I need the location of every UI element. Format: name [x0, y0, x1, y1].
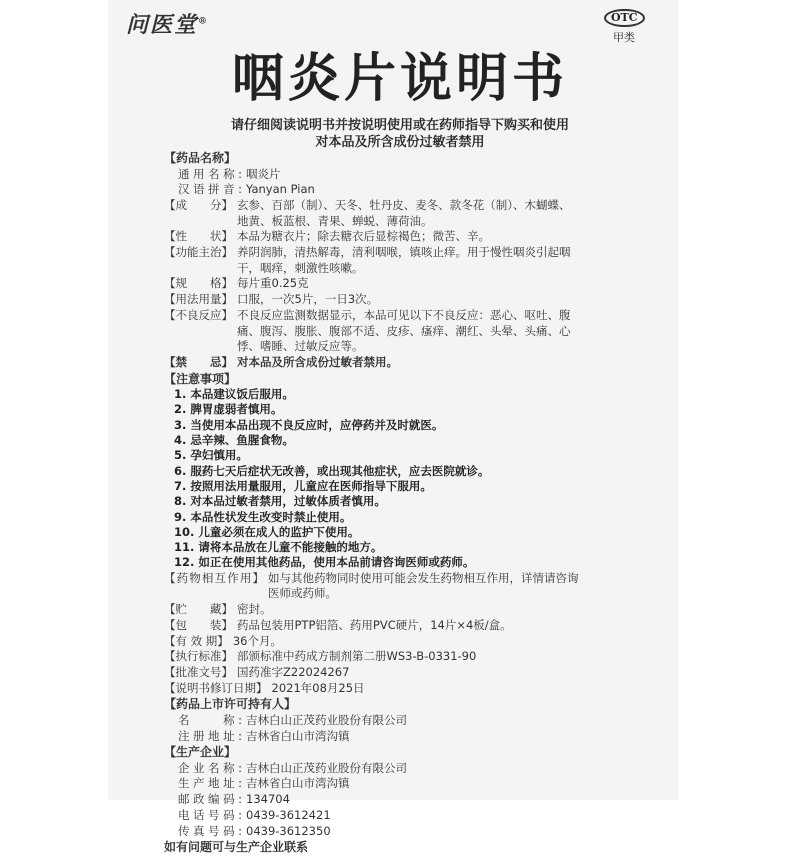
- indications-line: 养阴润肺，清热解毒，清利咽喉，镇咳止痒。用于慢性咽炎引起咽: [237, 245, 571, 260]
- section-mah: 【药品上市许可持有人】: [164, 697, 297, 712]
- document-title: 咽炎片说明书: [231, 48, 568, 109]
- precaution-item: 6. 服药七天后症状无改善，或出现其他症状，应去医院就诊。: [174, 463, 490, 478]
- pinyin-label: 汉语拼音:: [178, 182, 242, 197]
- mfr-tel-row: [164, 808, 664, 824]
- precaution-item: 7. 按照用法用量服用，儿童应在医师指导下服用。: [174, 478, 432, 493]
- precaution-item: 2. 脾胃虚弱者慎用。: [174, 402, 283, 417]
- interactions-value: [268, 571, 664, 602]
- ingredients-label: 【成 分】: [164, 197, 233, 212]
- mfr-tel-value: 0439-3612421: [246, 807, 331, 822]
- otc-badge: [604, 6, 644, 44]
- otc-label: OTC: [604, 9, 645, 27]
- mah-name-label: 名 称:: [178, 712, 242, 727]
- precaution-item: 9. 本品性状发生改变时禁止使用。: [174, 509, 352, 524]
- specification-row: [164, 276, 664, 292]
- contraindications-value: 对本品及所含成份过敏者禁用。: [237, 354, 398, 369]
- dosage-value: 口服，一次5片，一日3次。: [237, 292, 379, 307]
- mfr-tel-label: 电话号码:: [178, 807, 242, 822]
- storage-value: 密封。: [237, 602, 272, 617]
- mfr-fax-value: 0439-3612350: [246, 823, 331, 838]
- validity-label: 【有 效 期】: [164, 633, 229, 648]
- package-row: [164, 618, 664, 634]
- properties-label: 【性 状】: [164, 229, 233, 244]
- mfr-fax-row: [164, 824, 664, 840]
- contraindications-label: 【禁 忌】: [164, 354, 233, 369]
- adverse-line: 不良反应监测数据显示，本品可见以下不良反应：恶心、呕吐、腹: [237, 307, 571, 322]
- adverse-line: 悸、嗜睡、过敏反应等。: [237, 339, 364, 354]
- revision-value: 2021年08月25日: [271, 680, 365, 695]
- contraindications-row: [164, 355, 664, 371]
- section-precautions: 【注意事项】: [164, 371, 237, 386]
- mah-address-row: [164, 729, 664, 745]
- precaution-item: 4. 忌辛辣、鱼腥食物。: [174, 433, 294, 448]
- leaflet-body: [164, 150, 664, 856]
- indications-line: 干，咽痒，刺激性咳嗽。: [237, 260, 364, 275]
- approval-row: [164, 665, 664, 681]
- precaution-item: 10. 儿童必须在成人的监护下使用。: [174, 524, 360, 539]
- precaution-item: 11. 请将本品放在儿童不能接触的地方。: [174, 540, 383, 555]
- adverse-row: [164, 308, 664, 355]
- dosage-row: [164, 292, 664, 308]
- pinyin-row: [164, 182, 664, 198]
- indications-label: 【功能主治】: [164, 245, 233, 260]
- adverse-label: 【不良反应】: [164, 307, 233, 322]
- adverse-value: [237, 308, 664, 355]
- ingredients-row: [164, 198, 664, 229]
- adverse-line: 痛、腹泻、腹胀、腹部不适、皮疹、瘙痒、潮红、头晕、头痛、心: [237, 323, 571, 338]
- mah-address-label: 注册地址:: [178, 728, 242, 743]
- validity-value: 36个月。: [232, 633, 282, 648]
- approval-label: 【批准文号】: [164, 664, 233, 679]
- ingredients-line: 玄参、百部（制）、天冬、牡丹皮、麦冬、款冬花（制）、木蝴蝶、: [237, 197, 571, 212]
- allergy-notice: 对本品及所含成份过敏者禁用: [315, 135, 485, 150]
- mfr-name-label: 企业名称:: [178, 760, 242, 775]
- indications-row: [164, 245, 664, 276]
- ingredients-value: [237, 198, 664, 229]
- section-drug-name: 【药品名称】: [164, 151, 237, 165]
- standard-label: 【执行标准】: [164, 649, 233, 664]
- precaution-item: 1. 本品建议饭后服用。: [174, 387, 294, 402]
- specification-label: 【规 格】: [164, 276, 233, 291]
- precaution-item: 12. 如正在使用其他药品，使用本品前请咨询医师或药师。: [174, 555, 475, 570]
- storage-row: [164, 602, 664, 618]
- interactions-line: 医师或药师。: [268, 586, 337, 601]
- package-label: 【包 装】: [164, 617, 233, 632]
- mfr-zip-value: 134704: [246, 792, 290, 807]
- standard-value: 部颁标准中药成方制剂第二册WS3-B-0331-90: [237, 649, 477, 664]
- common-name-value: 咽炎片: [246, 166, 281, 181]
- indications-value: [237, 245, 664, 276]
- common-name-label: 通用名称:: [178, 166, 242, 181]
- ingredients-line: 地黄、板蓝根、青果、蝉蜕、薄荷油。: [237, 213, 433, 228]
- usage-notice: 请仔细阅读说明书并按说明使用或在药师指导下购买和使用: [230, 118, 569, 133]
- approval-value: 国药准字Z22024267: [237, 664, 350, 679]
- brand-logo: 问医堂®: [126, 12, 210, 38]
- revision-label: 【说明书修订日期】: [164, 680, 268, 695]
- storage-label: 【贮 藏】: [164, 602, 233, 617]
- precaution-item: 5. 孕妇慎用。: [174, 448, 248, 463]
- mfr-address-value: 吉林省白山市湾沟镇: [246, 776, 350, 791]
- mfr-address-row: [164, 776, 664, 792]
- footer-contact-note: 如有问题可与生产企业联系: [164, 840, 309, 855]
- interactions-label: 【药物相互作用】: [164, 570, 264, 585]
- mfr-zip-label: 邮政编码:: [178, 792, 242, 807]
- mfr-address-label: 生产地址:: [178, 776, 242, 791]
- standard-row: [164, 649, 664, 665]
- revision-row: [164, 681, 664, 697]
- pinyin-value: Yanyan Pian: [246, 182, 315, 197]
- precaution-item: 3. 当使用本品出现不良反应时，应停药并及时就医。: [174, 417, 444, 432]
- interactions-line: 如与其他药物同时使用可能会发生药物相互作用，详情请咨询: [268, 570, 579, 585]
- otc-class: 甲类: [613, 31, 635, 44]
- interactions-row: [164, 571, 664, 602]
- dosage-label: 【用法用量】: [164, 292, 233, 307]
- mfr-name-value: 吉林白山正茂药业股份有限公司: [246, 760, 407, 775]
- mah-name-value: 吉林白山正茂药业股份有限公司: [246, 712, 407, 727]
- common-name-row: [164, 167, 664, 183]
- specification-value: 每片重0.25克: [237, 276, 309, 291]
- properties-value: 本品为糖衣片；除去糖衣后显棕褐色；微苦、辛。: [237, 229, 490, 244]
- validity-row: [164, 634, 664, 650]
- mah-address-value: 吉林省白山市湾沟镇: [246, 728, 350, 743]
- mah-name-row: [164, 713, 664, 729]
- mfr-fax-label: 传真号码:: [178, 823, 242, 838]
- precaution-item: 8. 对本品过敏者禁用，过敏体质者慎用。: [174, 494, 386, 509]
- section-manufacturer: 【生产企业】: [164, 745, 237, 760]
- mfr-name-row: [164, 761, 664, 777]
- properties-row: [164, 229, 664, 245]
- package-value: 药品包装用PTP铝箔、药用PVC硬片，14片×4板/盒。: [237, 617, 512, 632]
